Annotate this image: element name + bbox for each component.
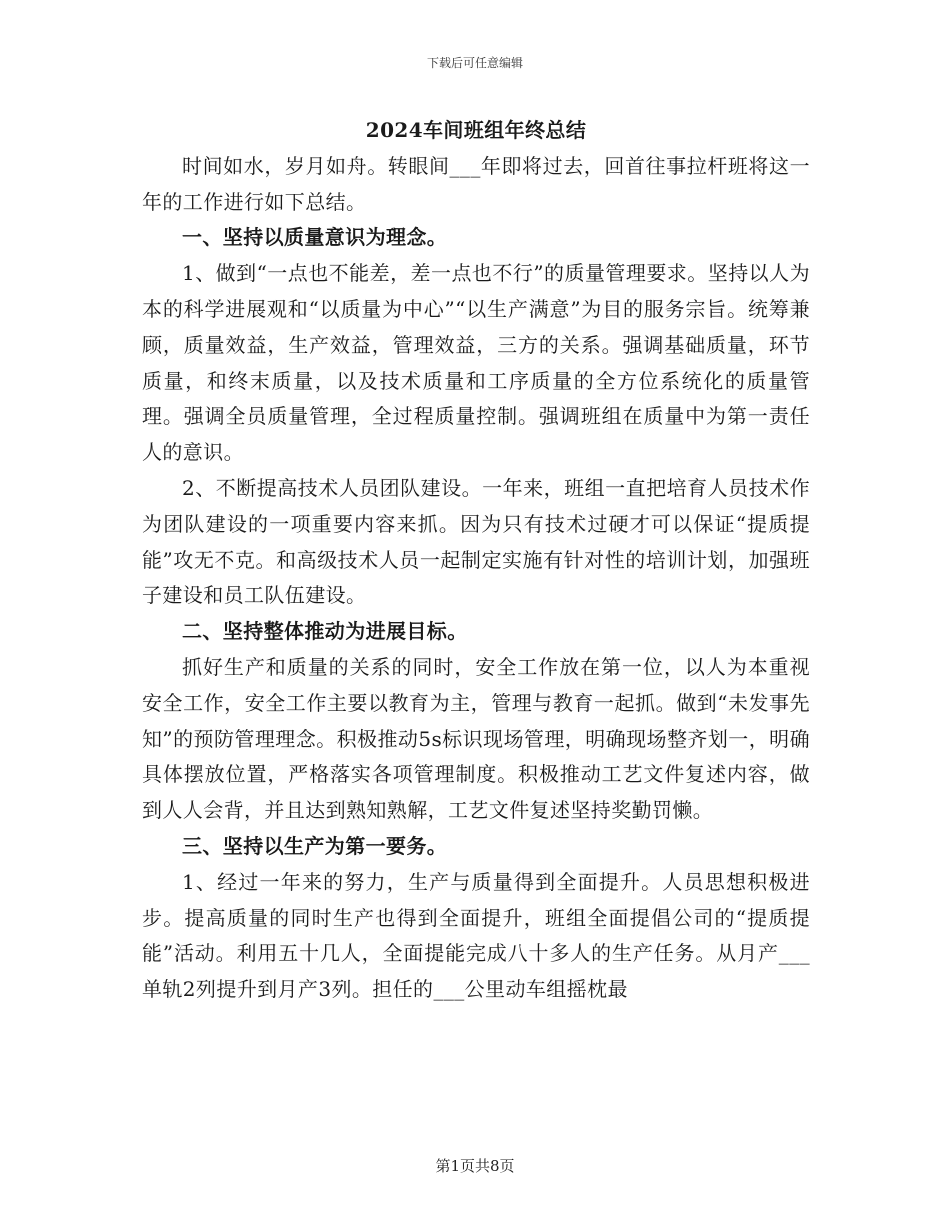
page-header: 下载后可任意编辑 xyxy=(426,56,523,70)
intro-paragraph: 时间如水，岁月如舟。转眼间___年即将过去，回首往事拉杆班将这一年的工作进行如下总结。 xyxy=(142,153,810,214)
section-1-paragraph-2: 2、不断提高技术人员团队建设。一年来，班组一直把培育人员技术作为团队建设的一项重要内容来抓。因为只有技术过硬才可以保证“提质提能”攻无不克。和高级技术人员一起制定实施有针对性的培训计划，加强班子建设和员工队伍建设。 xyxy=(142,475,810,608)
section-2-heading: 二、坚持整体推动为进展目标。 xyxy=(182,619,468,644)
section-3-heading: 三、坚持以生产为第一要务。 xyxy=(182,833,448,858)
section-1-heading: 一、坚持以质量意识为理念。 xyxy=(182,225,448,250)
document-title: 2024车间班组年终总结 xyxy=(365,118,587,142)
section-2-paragraph-1: 抓好生产和质量的关系的同时，安全工作放在第一位，以人为本重视安全工作，安全工作主要以教育为主，管理与教育一起抓。做到“未发事先知”的预防管理理念。积极推动5s标识现场管理，明确现场整齐划一，明确具体摆放位置，严格落实各项管理制度。积极推动工艺文件复述内容，做到人人会背，并且达到熟知熟解，工艺文件复述坚持奖勤罚懒。 xyxy=(142,654,810,823)
section-1-paragraph-1: 1、做到“一点也不能差，差一点也不行”的质量管理要求。坚持以人为本的科学进展观和“以质量为中心”“以生产满意”为目的服务宗旨。统筹兼顾，质量效益，生产效益，管理效益，三方的关系。强调基础质量，环节质量，和终末质量，以及技术质量和工序质量的全方位系统化的质量管理。强调全员质量管理，全过程质量控制。强调班组在质量中为第一责任人的意识。 xyxy=(142,261,810,465)
document-body xyxy=(142,113,810,1008)
page-footer: 第1页共8页 xyxy=(435,1157,515,1175)
section-3-paragraph-1: 1、经过一年来的努力，生产与质量得到全面提升。人员思想积极进步。提高质量的同时生产也得到全面提升，班组全面提倡公司的“提质提能”活动。利用五十几人，全面提能完成八十多人的生产任务。从月产___单轨2列提升到月产3列。担任的___公里动车组摇枕最 xyxy=(142,869,810,1002)
